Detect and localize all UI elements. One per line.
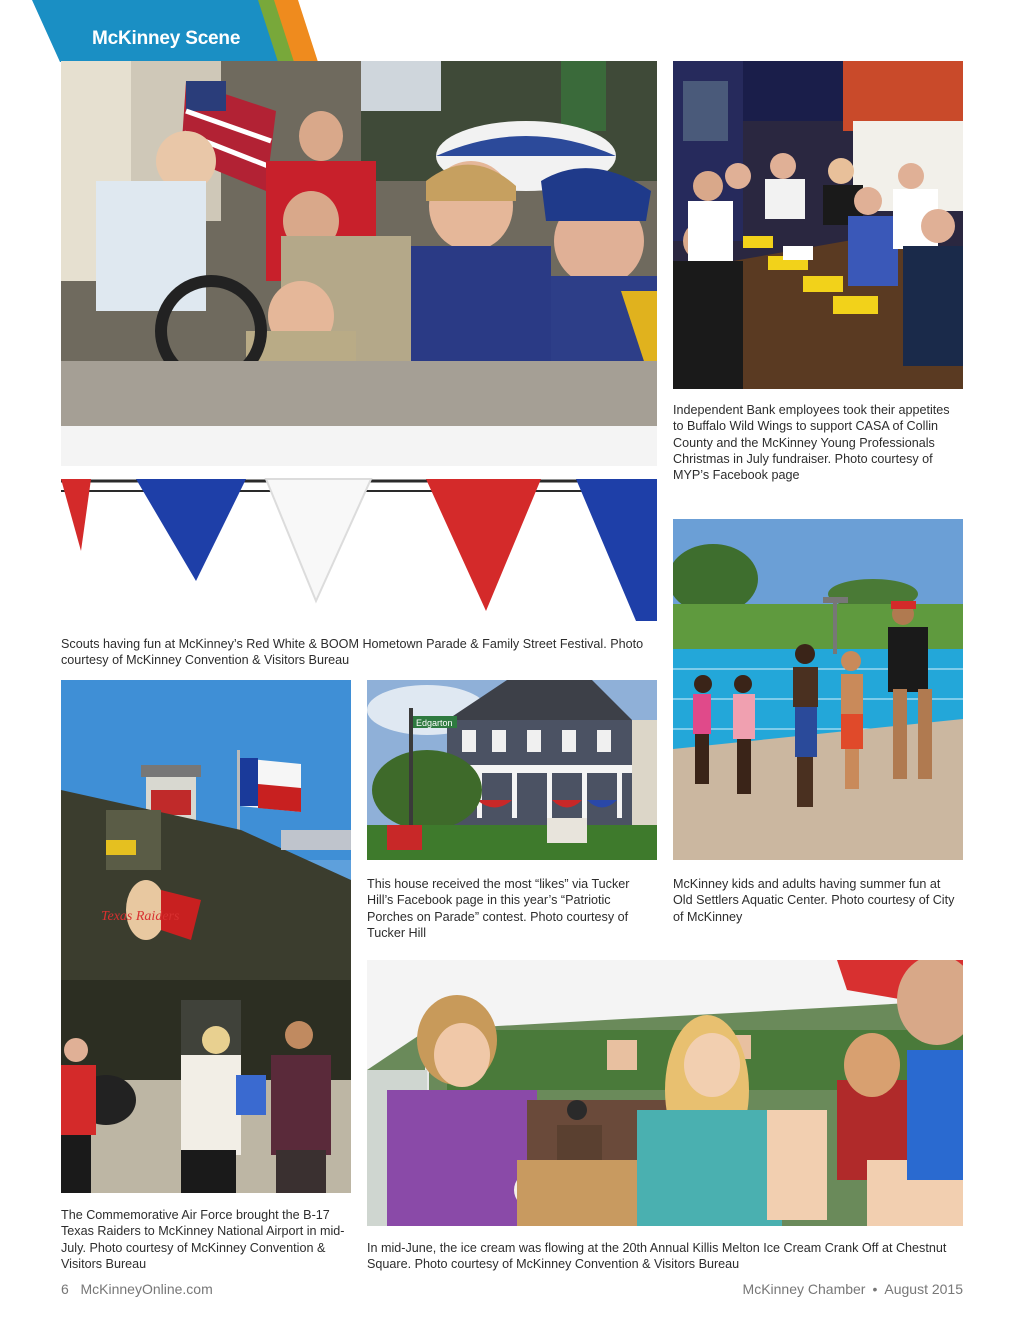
pool-photo	[673, 519, 963, 860]
section-header	[0, 0, 330, 62]
airplane-photo	[61, 680, 351, 1193]
icecream-photo	[367, 960, 963, 1226]
icecream-caption: In mid-June, the ice cream was flowing at the 20th Annual Killis Melton Ice Cream Crank Off at Chestnut Square. Photo courtesy of McKinney Convention & Visitors Bureau	[367, 1241, 947, 1272]
footer-left	[61, 1281, 213, 1297]
house-photo	[367, 680, 657, 860]
footer-separator: •	[872, 1281, 878, 1297]
section-title: McKinney Scene	[92, 28, 241, 49]
website-link[interactable]: McKinneyOnline.com	[80, 1281, 213, 1297]
page-number: 6	[61, 1281, 69, 1297]
issue-date: August 2015	[884, 1281, 963, 1297]
bank-caption: Independent Bank employees took their appetites to Buffalo Wild Wings to support CASA of Collin County and the McKinney Young Professionals Christmas in July fundraiser. Photo courtesy of MYP’s Facebook page	[673, 403, 950, 483]
airplane-caption: The Commemorative Air Force brought the B-17 Texas Raiders to McKinney National Airport in mid-July. Photo courtesy of McKinney Convention & Visitors Bureau	[61, 1208, 345, 1271]
bank-photo	[673, 61, 963, 389]
street-sign-text: Edgarton	[416, 718, 453, 728]
parade-photo	[61, 61, 657, 623]
house-caption: This house received the most “likes” via Tucker Hill’s Facebook page in this year’s “Patriotic Porches on Parade” contest. Photo courtesy of Tucker Hill	[367, 877, 630, 940]
nose-art-text: Texas Raiders	[101, 909, 180, 924]
pool-caption: McKinney kids and adults having summer fun at Old Settlers Aquatic Center. Photo courtesy of City of McKinney	[673, 877, 955, 924]
publication-name: McKinney Chamber	[742, 1281, 866, 1297]
footer-right	[743, 1281, 963, 1297]
parade-caption: Scouts having fun at McKinney’s Red White & BOOM Hometown Parade & Family Street Festival. Photo courtesy of McKinney Convention & Visitors Bureau	[61, 637, 644, 668]
